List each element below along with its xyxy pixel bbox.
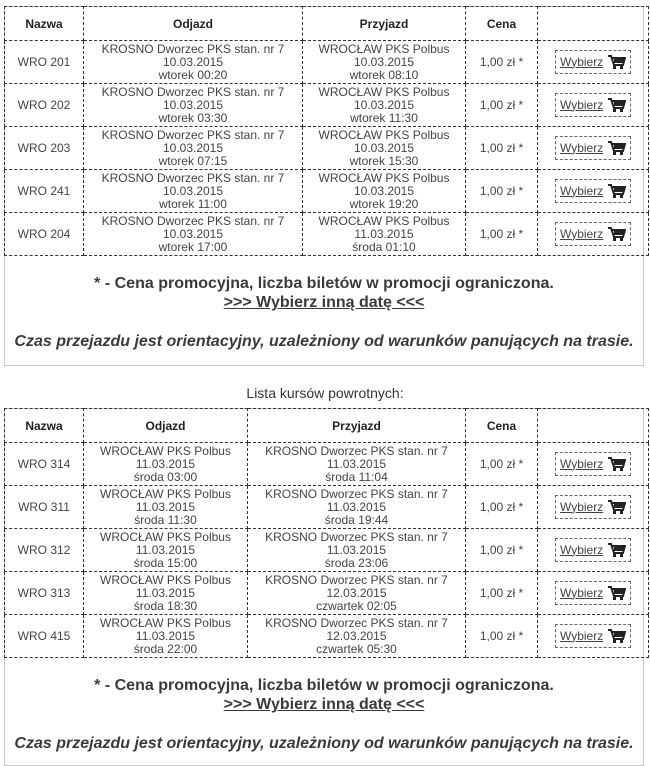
departure-date: 10.03.2015 [162, 54, 224, 69]
shopping-cart-icon [608, 54, 626, 70]
choose-button[interactable] [555, 495, 631, 519]
table-row [5, 127, 649, 170]
departure-time: środa 18:30 [133, 598, 198, 613]
shopping-cart-icon [608, 585, 626, 601]
table-row [5, 84, 649, 127]
departure-date: 11.03.2015 [135, 628, 196, 643]
arrival-time: wtorek 19:20 [349, 196, 419, 211]
arrival-time: czwartek 05:30 [316, 641, 397, 656]
arrival-date: 10.03.2015 [353, 54, 415, 69]
action-cell [538, 529, 649, 572]
choose-button[interactable] [555, 50, 631, 74]
action-cell [538, 41, 649, 84]
arrival-cell [303, 84, 466, 127]
choose-button-label: Wybierz [560, 97, 604, 112]
choose-button-label: Wybierz [560, 54, 604, 69]
return-schedule-panel [4, 408, 644, 766]
return-list-heading: Lista kursów powrotnych: [246, 385, 404, 401]
departure-stop: WROCŁAW PKS Polbus [100, 529, 231, 544]
choose-button-label: Wybierz [560, 226, 604, 241]
arrival-date: 11.03.2015 [354, 226, 414, 241]
price-cell: 1,00 zł * [466, 443, 538, 486]
travel-time-note: Czas przejazdu jest orientacyjny, uzależniony od warunków panujących na trasie. [14, 735, 634, 752]
column-header-departure: Odjazd [84, 409, 248, 443]
price-cell: 1,00 zł * [466, 486, 538, 529]
column-header-departure: Odjazd [84, 7, 303, 41]
column-header-price: Cena [466, 7, 538, 41]
travel-time-note: Czas przejazdu jest orientacyjny, uzależniony od warunków panujących na trasie. [14, 333, 634, 350]
column-header-action [538, 409, 649, 443]
return-schedule-table [4, 408, 649, 658]
arrival-cell [248, 529, 466, 572]
arrival-time: wtorek 08:10 [349, 67, 419, 82]
table-row [5, 170, 649, 213]
route-name: WRO 201 [5, 41, 84, 84]
arrival-cell [248, 615, 466, 658]
column-header-name: Nazwa [5, 7, 84, 41]
table-row [5, 572, 649, 615]
shopping-cart-icon [608, 456, 626, 472]
arrival-cell [303, 213, 466, 256]
choose-button-label: Wybierz [560, 542, 604, 557]
departure-stop: WROCŁAW PKS Polbus [100, 615, 231, 630]
choose-button-label: Wybierz [560, 585, 604, 600]
choose-button[interactable] [555, 581, 631, 605]
arrival-stop: WROCŁAW PKS Polbus [318, 170, 450, 185]
choose-button[interactable] [555, 222, 631, 246]
shopping-cart-icon [608, 140, 626, 156]
price-cell: 1,00 zł * [466, 127, 538, 170]
column-header-arrival: Przyjazd [248, 409, 466, 443]
departure-cell [84, 572, 248, 615]
table-row [5, 213, 649, 256]
table-row [5, 615, 649, 658]
arrival-stop: WROCŁAW PKS Polbus [318, 41, 450, 56]
departure-time: wtorek 00:20 [158, 67, 228, 82]
departure-time: środa 03:00 [133, 469, 198, 484]
route-name: WRO 312 [5, 529, 84, 572]
column-header-arrival: Przyjazd [303, 7, 466, 41]
departure-stop: WROCŁAW PKS Polbus [100, 486, 231, 501]
departure-date: 10.03.2015 [162, 97, 224, 112]
choose-button-label: Wybierz [560, 628, 604, 643]
arrival-time: wtorek 15:30 [349, 153, 419, 168]
arrival-stop: WROCŁAW PKS Polbus [318, 84, 450, 99]
table-header-row [5, 409, 649, 443]
arrival-time: środa 01:10 [352, 239, 416, 254]
choose-button[interactable] [555, 136, 631, 160]
action-cell [538, 213, 649, 256]
arrival-date: 11.03.2015 [326, 542, 387, 557]
shopping-cart-icon [608, 542, 626, 558]
price-cell: 1,00 zł * [466, 41, 538, 84]
arrival-stop: KROSNO Dworzec PKS stan. nr 7 [265, 615, 448, 630]
departure-cell [84, 443, 248, 486]
arrival-date: 11.03.2015 [326, 499, 387, 514]
route-name: WRO 415 [5, 615, 84, 658]
route-name: WRO 241 [5, 170, 84, 213]
action-cell [538, 572, 649, 615]
departure-cell [84, 213, 303, 256]
choose-button[interactable] [555, 93, 631, 117]
departure-stop: KROSNO Dworzec PKS stan. nr 7 [101, 84, 285, 99]
departure-cell [84, 486, 248, 529]
departure-time: wtorek 17:00 [158, 239, 228, 254]
departure-date: 11.03.2015 [135, 456, 196, 471]
route-name: WRO 204 [5, 213, 84, 256]
arrival-date: 10.03.2015 [353, 140, 415, 155]
return-rows [5, 443, 649, 658]
arrival-stop: KROSNO Dworzec PKS stan. nr 7 [265, 443, 448, 458]
departure-time: środa 15:00 [133, 555, 198, 570]
departure-date: 11.03.2015 [135, 585, 196, 600]
choose-button[interactable] [555, 624, 631, 648]
departure-date: 11.03.2015 [135, 499, 196, 514]
departure-cell [84, 170, 303, 213]
outbound-schedule-table [4, 6, 649, 256]
price-cell: 1,00 zł * [466, 170, 538, 213]
departure-stop: KROSNO Dworzec PKS stan. nr 7 [101, 41, 285, 56]
action-cell [538, 170, 649, 213]
departure-stop: KROSNO Dworzec PKS stan. nr 7 [101, 127, 285, 142]
action-cell [538, 84, 649, 127]
other-date-wrapper [5, 293, 643, 312]
table-header-row [5, 7, 649, 41]
arrival-stop: KROSNO Dworzec PKS stan. nr 7 [265, 486, 448, 501]
column-header-price: Cena [466, 409, 538, 443]
arrival-cell [248, 572, 466, 615]
outbound-schedule-panel [4, 6, 644, 366]
shopping-cart-icon [608, 183, 626, 199]
action-cell [538, 615, 649, 658]
departure-time: wtorek 11:00 [159, 196, 227, 211]
choose-button-label: Wybierz [560, 456, 604, 471]
shopping-cart-icon [608, 226, 626, 242]
shopping-cart-icon [608, 97, 626, 113]
arrival-cell [248, 443, 466, 486]
arrival-stop: WROCŁAW PKS Polbus [318, 127, 450, 142]
arrival-date: 11.03.2015 [326, 456, 387, 471]
departure-date: 10.03.2015 [162, 226, 224, 241]
arrival-time: środa 19:44 [324, 512, 389, 527]
action-cell [538, 443, 649, 486]
promo-note: * - Cena promocyjna, liczba biletów w promocji ograniczona. [94, 275, 554, 292]
shopping-cart-icon [608, 499, 626, 515]
price-cell: 1,00 zł * [466, 213, 538, 256]
action-cell [538, 127, 649, 170]
table-row [5, 443, 649, 486]
arrival-time: wtorek 11:30 [350, 110, 418, 125]
action-cell [538, 486, 649, 529]
choose-button[interactable] [555, 452, 631, 476]
departure-time: wtorek 07:15 [158, 153, 228, 168]
other-date-wrapper [5, 695, 643, 714]
column-header-name: Nazwa [5, 409, 84, 443]
departure-time: środa 22:00 [133, 641, 198, 656]
table-row [5, 486, 649, 529]
departure-date: 11.03.2015 [135, 542, 196, 557]
shopping-cart-icon [608, 628, 626, 644]
arrival-date: 10.03.2015 [353, 97, 415, 112]
departure-cell [84, 529, 248, 572]
arrival-time: środa 23:06 [324, 555, 389, 570]
arrival-stop: KROSNO Dworzec PKS stan. nr 7 [265, 572, 448, 587]
departure-date: 10.03.2015 [162, 183, 224, 198]
departure-time: wtorek 03:30 [158, 110, 228, 125]
choose-button[interactable] [555, 179, 631, 203]
table-row [5, 41, 649, 84]
departure-cell [84, 41, 303, 84]
route-name: WRO 314 [5, 443, 84, 486]
departure-date: 10.03.2015 [162, 140, 224, 155]
departure-stop: KROSNO Dworzec PKS stan. nr 7 [101, 213, 285, 228]
departure-stop: WROCŁAW PKS Polbus [100, 572, 231, 587]
promo-note: * - Cena promocyjna, liczba biletów w promocji ograniczona. [94, 677, 554, 694]
outbound-rows [5, 41, 649, 256]
arrival-date: 10.03.2015 [353, 183, 415, 198]
price-cell: 1,00 zł * [466, 529, 538, 572]
departure-stop: KROSNO Dworzec PKS stan. nr 7 [101, 170, 285, 185]
price-cell: 1,00 zł * [466, 615, 538, 658]
choose-other-date-link[interactable]: >>> Wybierz inną datę <<< [223, 294, 425, 311]
route-name: WRO 311 [5, 486, 84, 529]
route-name: WRO 202 [5, 84, 84, 127]
choose-button-label: Wybierz [560, 183, 604, 198]
price-cell: 1,00 zł * [466, 84, 538, 127]
arrival-time: środa 11:04 [325, 469, 388, 484]
departure-cell [84, 127, 303, 170]
departure-time: środa 11:30 [134, 512, 197, 527]
choose-button-label: Wybierz [560, 140, 604, 155]
arrival-stop: KROSNO Dworzec PKS stan. nr 7 [265, 529, 448, 544]
arrival-date: 12.03.2015 [326, 585, 387, 600]
arrival-cell [248, 486, 466, 529]
departure-cell [84, 615, 248, 658]
choose-button[interactable] [555, 538, 631, 562]
arrival-cell [303, 170, 466, 213]
departure-cell [84, 84, 303, 127]
arrival-cell [303, 41, 466, 84]
table-row [5, 529, 649, 572]
route-name: WRO 203 [5, 127, 84, 170]
arrival-date: 12.03.2015 [326, 628, 387, 643]
departure-stop: WROCŁAW PKS Polbus [100, 443, 231, 458]
route-name: WRO 313 [5, 572, 84, 615]
arrival-cell [303, 127, 466, 170]
choose-button-label: Wybierz [560, 499, 604, 514]
arrival-stop: WROCŁAW PKS Polbus [318, 213, 450, 228]
column-header-action [538, 7, 649, 41]
choose-other-date-link[interactable]: >>> Wybierz inną datę <<< [223, 696, 425, 713]
price-cell: 1,00 zł * [466, 572, 538, 615]
arrival-time: czwartek 02:05 [316, 598, 397, 613]
